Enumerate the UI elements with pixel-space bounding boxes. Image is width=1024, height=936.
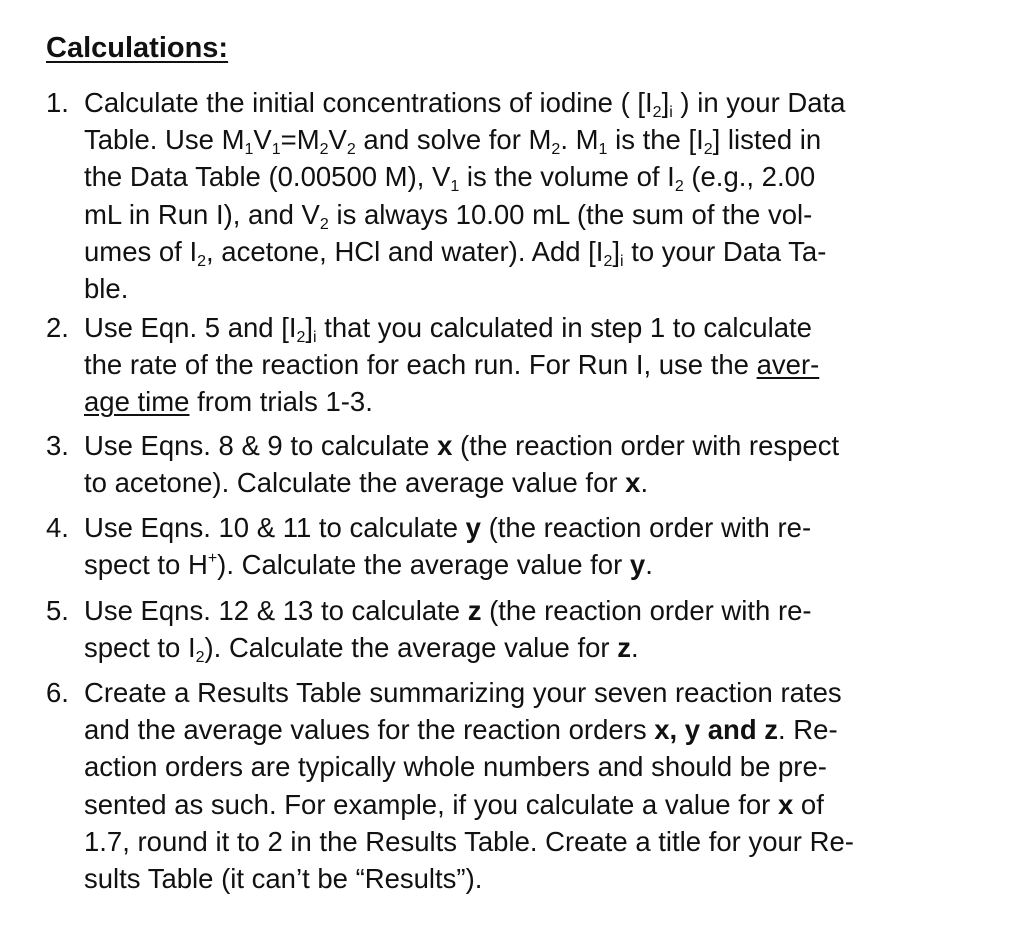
step-line: sults Table (it can’t be “Results”). (84, 863, 483, 894)
step-line: Use Eqn. 5 and $[I_2]_i$ that you calculated in step 1 to calculate (84, 312, 812, 346)
step-line: to acetone). Calculate the average value for x. (84, 467, 649, 499)
step-number: 5. (46, 595, 69, 626)
step-line: action orders are typically whole numbers and should be pre- (84, 751, 827, 783)
step-line: and the average values for the reaction orders x, y and z. Re- (84, 714, 838, 746)
step-number: 2. (46, 312, 69, 343)
step-line: spect to $I_2$). Calculate the average value for z. (84, 632, 639, 667)
step-line: age time from trials 1-3. (84, 386, 373, 418)
step-number: 4. (46, 512, 69, 543)
step-line: mL in Run I), and $V_2$ is always 10.00 mL (the sum of the vol- (84, 198, 813, 233)
step-number: 6. (46, 677, 69, 708)
step-line: Use Eqns. 10 & 11 to calculate y (the reaction order with re- (84, 512, 812, 543)
step-number: 3. (46, 430, 69, 461)
step-line: Table. Use $M_1V_1=M_2V_2$ and solve for $M_2$. $M_1$ is the $[I_2]$ listed in (84, 124, 822, 159)
step-line: Use Eqns. 8 & 9 to calculate x (the reaction order with respect (84, 430, 840, 461)
step-line: spect to H+). Calculate the average value for y. (84, 549, 653, 581)
step-line: 1.7, round it to 2 in the Results Table. Create a title for your Re- (84, 825, 854, 857)
section-heading: Calculations: (46, 32, 229, 64)
step-line: the rate of the reaction for each run. For Run I, use the aver- (84, 349, 820, 381)
step-line: umes of $I_2$, acetone, HCl and water). Add $[I_2]_i$ to your Data Ta- (84, 235, 827, 270)
step-line: Use Eqns. 12 & 13 to calculate z (the reaction order with re- (84, 595, 812, 626)
step-line: sented as such. For example, if you calculate a value for x of (84, 788, 824, 820)
step-number: 1. (46, 87, 69, 118)
step-line: the Data Table (0.00500 M), $V_1$ is the volume of $I_2$ (e.g., 2.00 (84, 161, 816, 196)
step-line: Calculate the initial concentrations of iodine ( $[I_2]_i$ ) in your Data (84, 87, 846, 121)
step-line: ble. (84, 273, 129, 304)
step-line: Create a Results Table summarizing your seven reaction rates (84, 677, 842, 708)
